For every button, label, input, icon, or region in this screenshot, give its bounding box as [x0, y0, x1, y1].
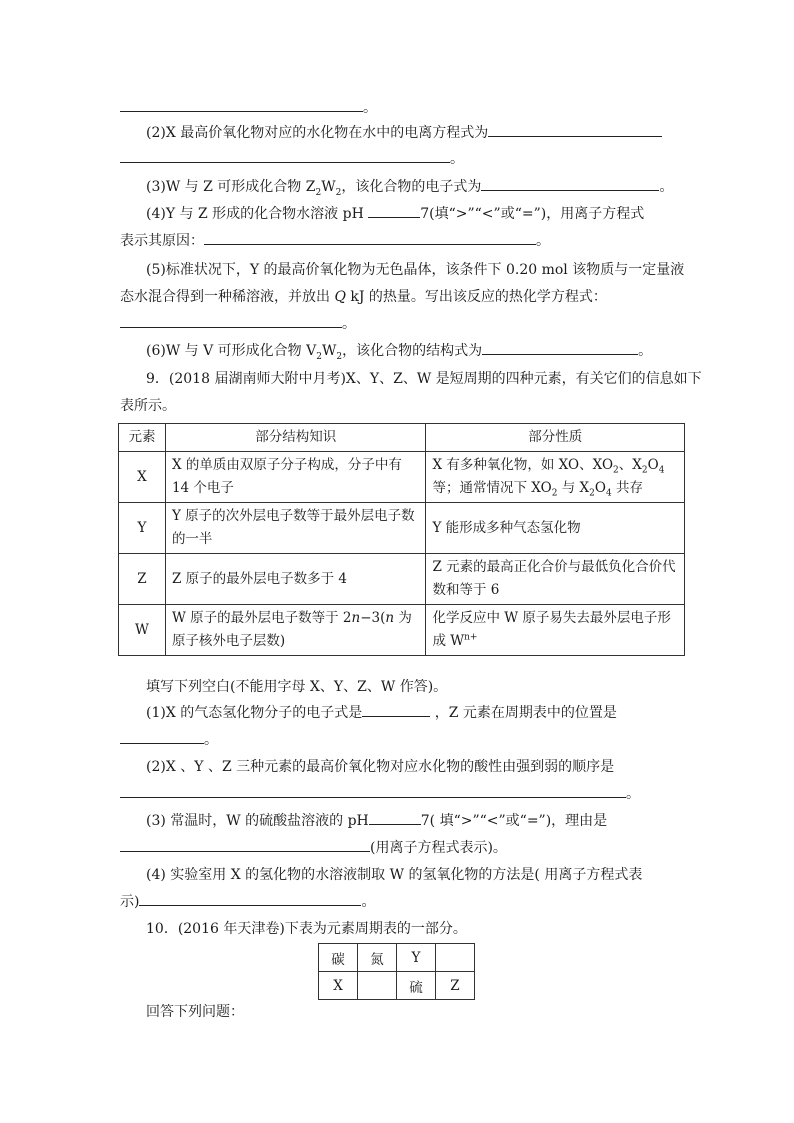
answer-blank[interactable] [488, 124, 662, 137]
table-row: X 硫 Z [319, 972, 475, 1000]
part-3: (3) 常温时，W 的硫酸盐溶液的 pH 7( 填“>”“<”或“=”)，理由是 [146, 813, 608, 829]
answer-blank[interactable] [369, 812, 421, 825]
answer-blank[interactable] [481, 178, 659, 191]
question-5-line3: 。 [120, 315, 356, 333]
question-9-line2: 表所示。 [120, 398, 176, 414]
answer-blank[interactable] [120, 785, 626, 798]
question-4-line2: 表示其原因： 。 [120, 233, 550, 249]
answer-blank[interactable] [368, 205, 420, 218]
part-1: (1)X 的气态氢化物分子的电子式是 ，Z 元素在周期表中的位置是 [146, 705, 617, 721]
part-2: (2)X 、Y 、Z 三种元素的最高价氧化物对应水化物的酸性由强到弱的顺序是 [146, 759, 615, 775]
table-row: X X 的单质由双原子分子构成，分子中有 14 个电子 X 有多种氧化物，如 XO、$XO_2$、$X_2O_4$ 等；通常情况下 $XO_2$ 与 $X_2O_4$ 共存 [119, 452, 685, 503]
answer-blank[interactable] [120, 315, 342, 328]
question-3: (3)W 与 Z 可形成化合物 $Z_2W_2$，该化合物的电子式为 。 [146, 179, 674, 198]
answer-blank[interactable] [120, 99, 363, 112]
part-1-line2: 。 [120, 731, 218, 749]
answer-blank[interactable] [139, 893, 361, 906]
question-5: (5)标准状况下，Y 的最高价氧化物为无色晶体，该条件下 0.20 mol 该物质与一定量液 [146, 262, 685, 278]
part-4: (4) 实验室用 X 的氢化物的水溶液制取 W 的氢氧化物的方法是( 用离子方程式表 [146, 867, 643, 883]
question-6: (6)W 与 V 可形成化合物 $V_2W_2$，该化合物的结构式为 。 [146, 343, 653, 362]
question-9: 9．(2018 届湖南师大附中月考)X、Y、Z、W 是短周期的四种元素，有关它们的信息如下 [146, 371, 702, 387]
question-4: (4)Y 与 Z 形成的化合物水溶液 pH 7(填“>”“<”或“=”)，用离子方程式 [146, 206, 645, 222]
answer-blank[interactable] [204, 232, 536, 245]
table-row: Z Z 原子的最外层电子数多于 4 Z 元素的最高正化合价与最低负化合价代数和等于 6 [119, 554, 685, 605]
fill-instruction: 填写下列空白(不能用字母 X、Y、Z、W 作答)。 [146, 679, 448, 695]
answer-blank[interactable] [120, 150, 450, 163]
table-row: Y Y 原子的次外层电子数等于最外层电子数的一半 Y 能形成多种气态氢化物 [119, 503, 685, 554]
answer-line-1: 。 [120, 99, 377, 117]
table-row: W W 原子的最外层电子数等于 2n−3(n 为原子核外电子层数) 化学反应中 W 原子易失去最外层电子形成 $W^{n+}$ [119, 605, 685, 656]
answer-blank[interactable] [120, 839, 370, 852]
question-5-line2: 态水混合得到一种稀溶液，并放出 Q kJ 的热量。写出该反应的热化学方程式： [120, 289, 607, 305]
question-2-line2: 。 [120, 150, 464, 168]
periodic-table-fragment [318, 943, 475, 1000]
element-info-table [118, 423, 685, 656]
header-element: 元素 [119, 424, 166, 452]
part-3-line2: (用离子方程式表示)。 [120, 839, 507, 857]
header-structure: 部分结构知识 [165, 424, 426, 452]
answer-blank[interactable] [362, 704, 430, 717]
header-property: 部分性质 [426, 424, 685, 452]
question-10: 10．(2016 年天津卷)下表为元素周期表的一部分。 [146, 921, 467, 937]
table-row: 碳 氮 Y [319, 944, 475, 972]
answer-instruction: 回答下列问题： [146, 1004, 244, 1020]
answer-blank[interactable] [120, 731, 204, 744]
part-2-line2: 。 [120, 785, 640, 803]
answer-blank[interactable] [482, 342, 638, 355]
question-2: (2)X 最高价氧化物对应的水化物在水中的电离方程式为 [146, 124, 662, 142]
table-header-row [119, 424, 685, 452]
part-4-line2: 示) 。 [120, 894, 376, 910]
